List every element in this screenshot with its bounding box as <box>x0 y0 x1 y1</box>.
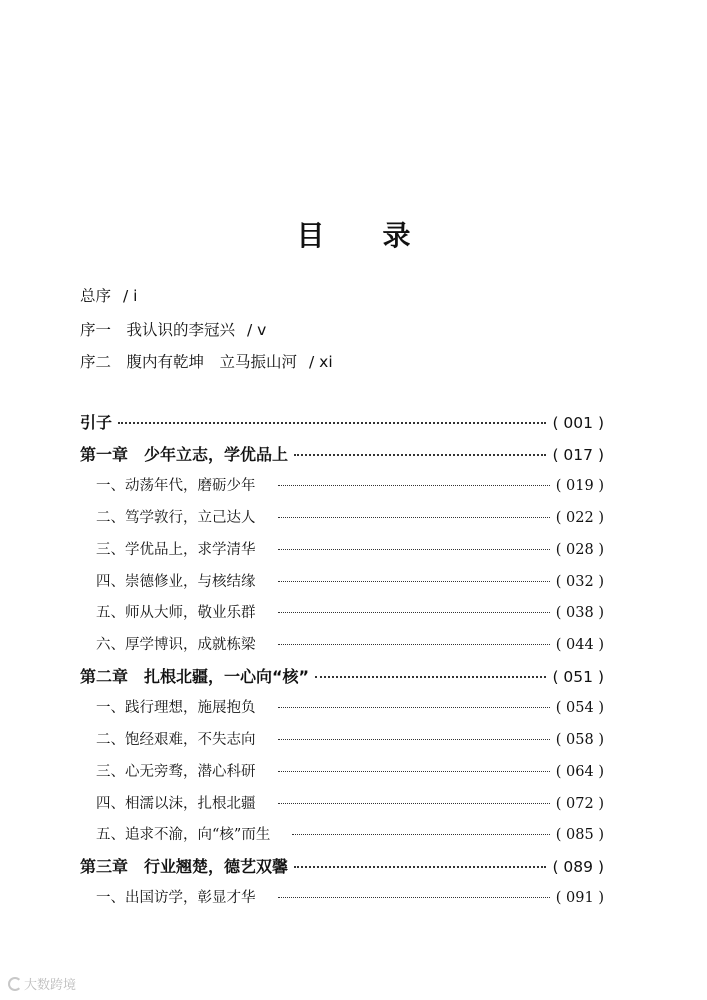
preface-entry <box>80 318 266 340</box>
toc-title: 四、崇德修业，与核结缘 <box>96 574 256 590</box>
toc-section <box>96 633 604 654</box>
watermark <box>8 974 76 993</box>
toc-title: 第一章 少年立志，学优品上 <box>80 445 289 464</box>
toc-title: 三、心无旁骛，潜心科研 <box>96 764 256 780</box>
toc-page: ( 089 ) <box>552 858 604 876</box>
preface-entry <box>80 350 333 372</box>
toc-page: ( 091 ) <box>555 890 604 906</box>
toc-title: 二、饱经艰难，不失志向 <box>96 732 256 748</box>
toc-chapter-2 <box>80 664 604 687</box>
preface-page: / i <box>123 287 138 305</box>
dot-leader <box>278 897 550 898</box>
toc-section <box>96 696 604 717</box>
page-title <box>0 214 707 254</box>
toc-section <box>96 886 604 907</box>
toc-page: ( 054 ) <box>555 700 604 716</box>
dot-leader <box>315 676 546 678</box>
toc-chapter-3 <box>80 854 604 877</box>
dot-leader <box>278 612 550 613</box>
toc-section <box>96 538 604 559</box>
dot-leader <box>278 581 550 582</box>
toc-chapter-intro <box>80 410 604 433</box>
watermark-logo-icon <box>8 977 22 991</box>
toc-page: ( 022 ) <box>555 510 604 526</box>
dot-leader <box>118 422 546 424</box>
dot-leader <box>278 517 550 518</box>
toc-title: 三、学优品上，求学清华 <box>96 542 256 558</box>
toc-section <box>96 823 604 844</box>
toc-title: 四、相濡以沫，扎根北疆 <box>96 796 256 812</box>
toc-title: 引子 <box>80 413 113 432</box>
dot-leader <box>278 803 550 804</box>
toc-page: ( 019 ) <box>555 478 604 494</box>
toc-page: ( 044 ) <box>555 637 604 653</box>
dot-leader <box>278 707 550 708</box>
toc-page: ( 038 ) <box>555 605 604 621</box>
toc-page: ( 028 ) <box>555 542 604 558</box>
dot-leader <box>278 739 550 740</box>
toc-title: 第二章 扎根北疆，一心向“核” <box>80 667 310 686</box>
toc-page: ( 051 ) <box>552 668 604 686</box>
dot-leader <box>294 866 546 868</box>
toc-title: 二、笃学敦行，立己达人 <box>96 510 256 526</box>
preface-label: 序一 我认识的李冠兴 <box>80 321 236 339</box>
preface-label: 序二 腹内有乾坤 立马振山河 <box>80 353 298 371</box>
toc-title: 一、动荡年代，磨砺少年 <box>96 478 256 494</box>
toc-title: 第三章 行业翘楚，德艺双馨 <box>80 857 289 876</box>
watermark-text: 大数跨境 <box>24 978 77 993</box>
dot-leader <box>278 549 550 550</box>
toc-title: 六、厚学博识，成就栋梁 <box>96 637 256 653</box>
title-char-2: 录 <box>382 219 411 252</box>
toc-page: ( 001 ) <box>552 414 604 432</box>
dot-leader <box>292 834 549 835</box>
toc-page: ( 064 ) <box>555 764 604 780</box>
preface-page: / xi <box>309 353 333 371</box>
toc-section <box>96 601 604 622</box>
toc-page: ( 072 ) <box>555 796 604 812</box>
title-char-1: 目 <box>296 219 325 252</box>
toc-page: ( 058 ) <box>555 732 604 748</box>
preface-entry <box>80 284 137 306</box>
toc-section <box>96 570 604 591</box>
dot-leader <box>278 771 550 772</box>
toc-title: 五、师从大师，敬业乐群 <box>96 605 256 621</box>
toc-page: ( 085 ) <box>555 827 604 843</box>
dot-leader <box>278 485 550 486</box>
toc-section <box>96 792 604 813</box>
toc-page: ( 032 ) <box>555 574 604 590</box>
toc-title: 一、出国访学，彰显才华 <box>96 890 256 906</box>
toc-section <box>96 760 604 781</box>
preface-page: / v <box>247 321 267 339</box>
toc-page: ( 017 ) <box>552 446 604 464</box>
dot-leader <box>294 454 546 456</box>
toc-title: 一、践行理想，施展抱负 <box>96 700 256 716</box>
toc-section <box>96 474 604 495</box>
toc-section <box>96 728 604 749</box>
toc-section <box>96 506 604 527</box>
toc-title: 五、追求不渝，向“核”而生 <box>96 827 271 843</box>
dot-leader <box>278 644 550 645</box>
preface-label: 总序 <box>80 287 112 305</box>
toc-chapter-1 <box>80 442 604 465</box>
